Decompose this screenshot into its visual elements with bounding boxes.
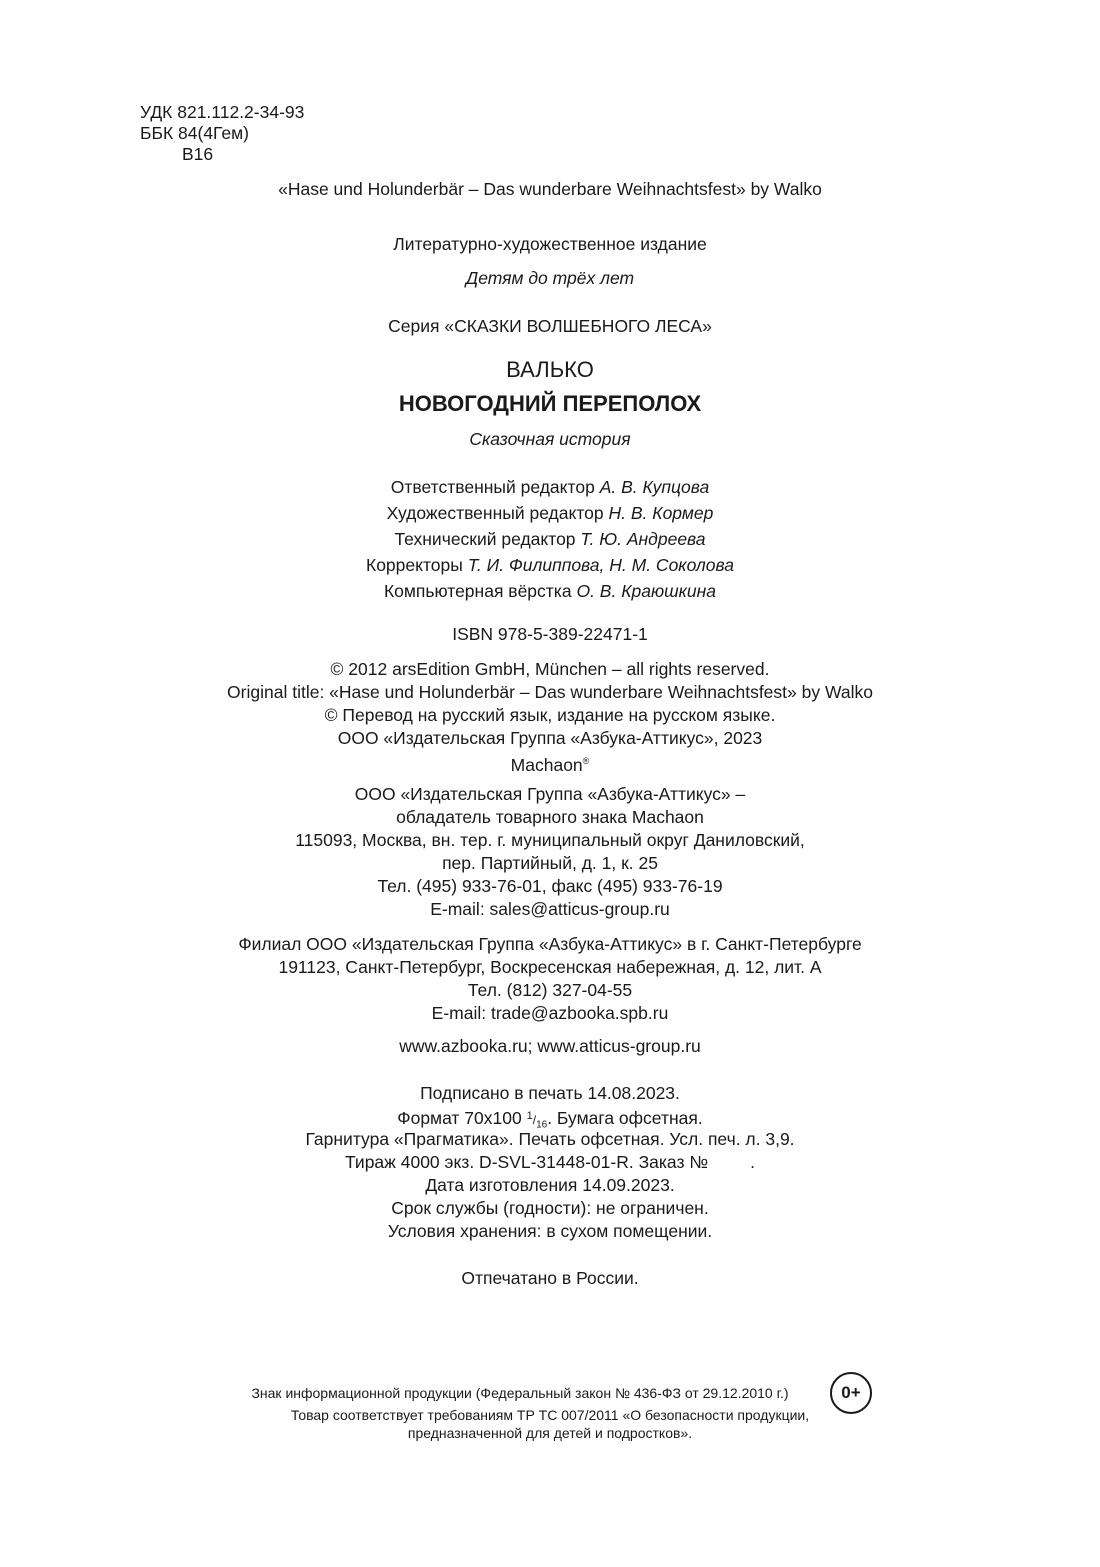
udk-code: УДК 821.112.2-34-93: [140, 102, 305, 122]
copyright-line: ООО «Издательская Группа «Азбука-Аттикус», 2023: [337, 728, 763, 748]
publisher-line: обладатель товарного знака Machaon: [396, 807, 704, 827]
print-storage: Условия хранения: в сухом помещении.: [387, 1221, 713, 1241]
format-slash: /: [532, 1113, 537, 1127]
copyright-line: Original title: «Hase und Holunderbär – Das wunderbare Weihnachtsfest» by Walko: [227, 682, 873, 702]
staff-name: А. В. Купцова: [599, 477, 710, 497]
classification-block: [140, 102, 304, 165]
branch-line: Тел. (812) 327-04-55: [467, 980, 633, 1000]
branch-line: 191123, Санкт-Петербург, Воскресенская набережная, д. 12, лит. А: [278, 957, 822, 977]
format-fraction: [526, 1110, 548, 1131]
print-typeface: Гарнитура «Прагматика». Печать офсетная. Усл. печ. л. 3,9.: [305, 1129, 795, 1149]
staff-role: Ответственный редактор: [390, 477, 595, 497]
staff-role: Корректоры: [366, 555, 463, 575]
staff-name: Т. И. Филиппова, Н. М. Соколова: [467, 555, 734, 575]
publisher-line: пер. Партийный, д. 1, к. 25: [442, 853, 658, 873]
staff-line: [0, 580, 1100, 602]
series-line: Серия «СКАЗКИ ВОЛШЕБНОГО ЛЕСА»: [388, 316, 712, 336]
copyright-line: © Перевод на русский язык, издание на русском языке.: [324, 705, 776, 725]
original-credit: «Hase und Holunderbär – Das wunderbare Weihnachtsfest» by Walko: [278, 179, 822, 199]
copyright-brand: [0, 750, 1100, 776]
edition-type: Литературно-художественное издание: [393, 234, 707, 254]
publisher-line: ООО «Издательская Группа «Азбука-Аттикус» –: [354, 784, 746, 804]
age-rating-badge: 0+: [830, 1372, 872, 1414]
age-note: Детям до трёх лет: [465, 268, 635, 288]
run-prefix: Тираж 4000 экз. D-SVL-31448-01-R. Заказ №: [345, 1152, 709, 1172]
publisher-line: 115093, Москва, вн. тер. г. муниципальный округ Даниловский,: [295, 830, 805, 850]
print-run: [0, 1151, 1100, 1173]
staff-name: О. В. Краюшкина: [576, 581, 717, 601]
author-mark: В16: [182, 144, 214, 164]
book-title: НОВОГОДНИЙ ПЕРЕПОЛОХ: [398, 391, 702, 416]
staff-line: [0, 502, 1100, 524]
run-suffix: .: [750, 1152, 755, 1172]
book-subtitle: Сказочная история: [469, 429, 631, 449]
staff-name: Н. В. Кормер: [608, 503, 714, 523]
websites: www.azbooka.ru; www.atticus-group.ru: [399, 1036, 701, 1056]
format-prefix: Формат 70х100: [397, 1108, 527, 1128]
publisher-line: Тел. (495) 933-76-01, факс (495) 933-76-19: [377, 876, 723, 896]
isbn: ISBN 978-5-389-22471-1: [452, 624, 648, 644]
print-shelf-life: Срок службы (годности): не ограничен.: [391, 1198, 709, 1218]
print-manufactured: Дата изготовления 14.09.2023.: [425, 1175, 675, 1195]
staff-role: Технический редактор: [394, 529, 576, 549]
copyright-line: © 2012 arsEdition GmbH, München – all rights reserved.: [330, 659, 770, 679]
format-suffix: . Бумага офсетная.: [547, 1108, 703, 1128]
brand-name: Machaon: [510, 754, 583, 775]
branch-line: Филиал ООО «Издательская Группа «Азбука-Аттикус» в г. Санкт-Петербурге: [238, 934, 862, 954]
compliance-line: Товар соответствует требованиям ТР ТС 007/2011 «О безопасности продукции,: [290, 1407, 810, 1423]
info-sign-notice: Знак информационной продукции (Федеральный закон № 436-ФЗ от 29.12.2010 г.): [251, 1385, 789, 1401]
registered-mark: ®: [582, 756, 590, 766]
format-numerator: 1: [526, 1110, 533, 1122]
compliance-line: предназначенной для детей и подростков».: [407, 1425, 693, 1441]
author-name: ВАЛЬКО: [506, 357, 594, 382]
branch-email: E-mail: trade@azbooka.spb.ru: [431, 1003, 669, 1023]
bbk-code: ББК 84(4Гем): [140, 123, 249, 143]
staff-role: Художественный редактор: [386, 503, 604, 523]
staff-line: [0, 528, 1100, 550]
staff-name: Т. Ю. Андреева: [580, 529, 706, 549]
print-signed: Подписано в печать 14.08.2023.: [420, 1083, 680, 1103]
printed-in: Отпечатано в России.: [461, 1268, 639, 1288]
staff-line: [0, 476, 1100, 498]
staff-line: [0, 554, 1100, 576]
format-denominator: 16: [536, 1119, 548, 1131]
publisher-email: E-mail: sales@atticus-group.ru: [430, 899, 670, 919]
staff-role: Компьютерная вёрстка: [383, 581, 572, 601]
